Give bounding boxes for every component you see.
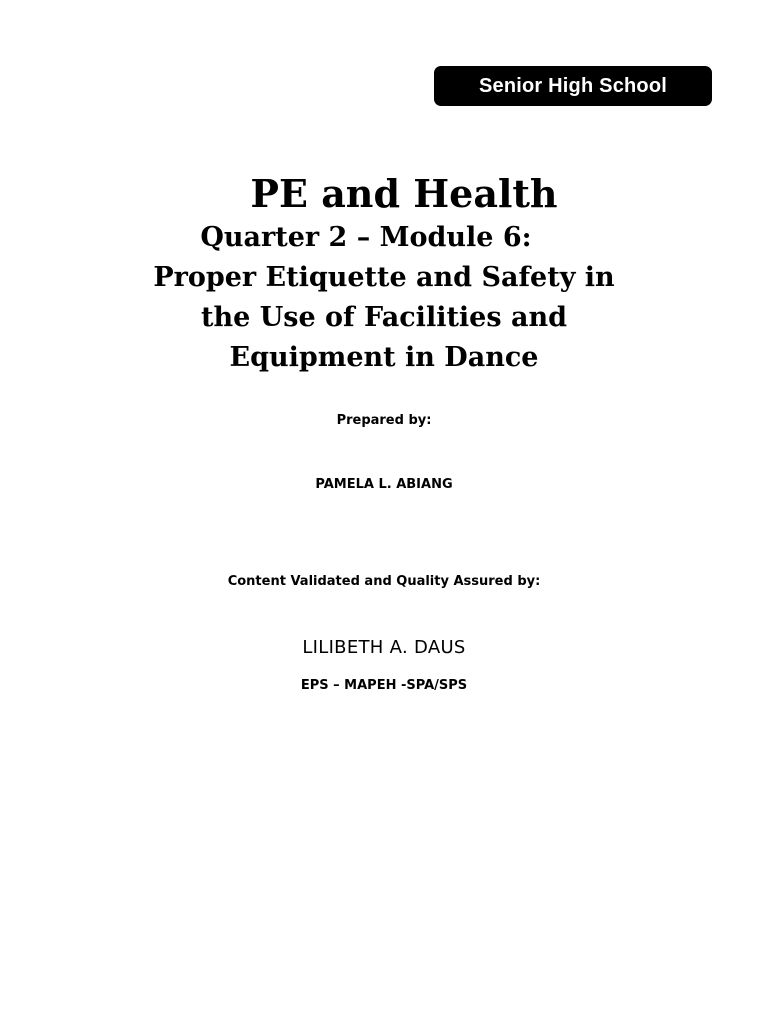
prepared-by-label: Prepared by:	[336, 413, 432, 428]
validator-role: EPS – MAPEH -SPA/SPS	[300, 678, 468, 693]
document-title: PE and Health	[250, 171, 558, 216]
module-title-line-2: the Use of Facilities and	[201, 302, 567, 333]
module-title-line-1: Proper Etiquette and Safety in	[153, 262, 615, 293]
quarter-module-heading: Quarter 2 – Module 6:	[200, 222, 532, 253]
validator-name: LILIBETH A. DAUS	[302, 637, 466, 658]
module-title-line-3: Equipment in Dance	[229, 342, 539, 373]
preparer-name: PAMELA L. ABIANG	[315, 477, 453, 492]
validated-by-label: Content Validated and Quality Assured by:	[227, 574, 541, 589]
senior-high-school-badge: Senior High School	[434, 66, 712, 106]
